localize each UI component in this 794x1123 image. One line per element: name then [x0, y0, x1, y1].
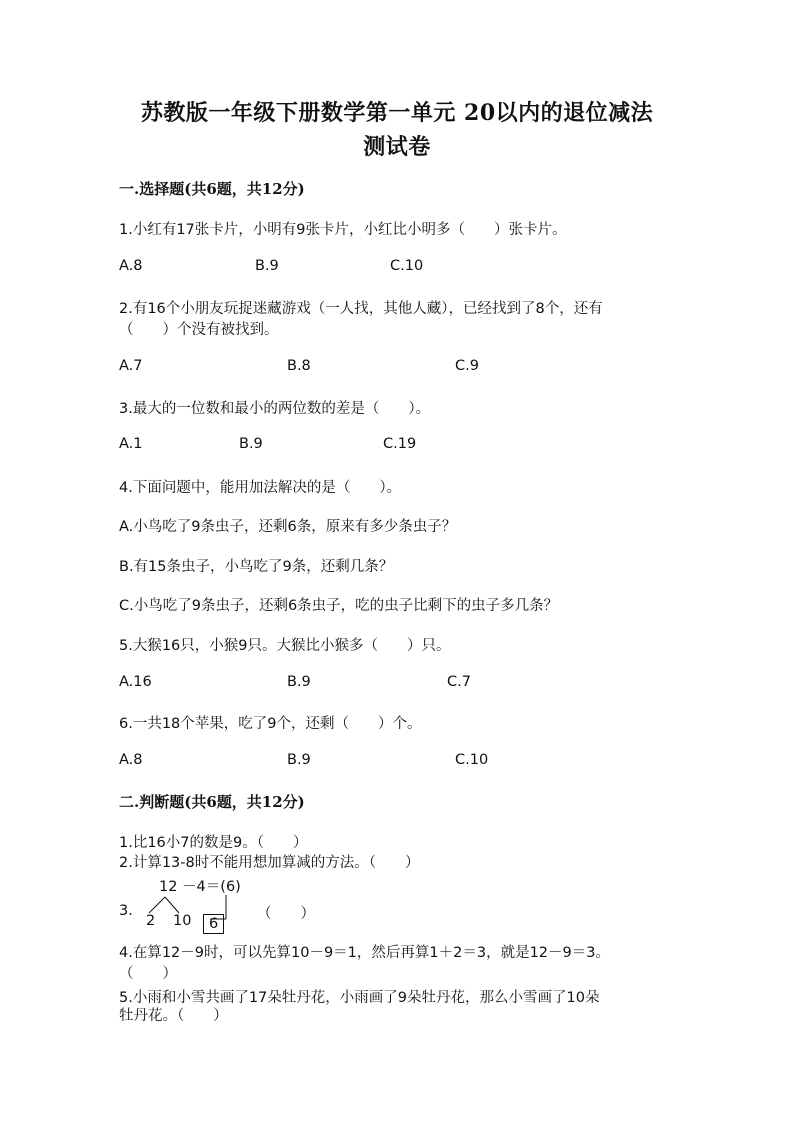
option-3a: A.1 — [119, 436, 143, 452]
option-4b: B.有15条虫子，小鸟吃了9条，还剩几条？ — [119, 559, 394, 575]
option-1a: A.8 — [119, 258, 143, 274]
option-1c: C.10 — [390, 258, 424, 274]
option-4c: C.小鸟吃了9条虫子，还剩6条虫子，吃的虫子比剩下的虫子多几条？ — [119, 598, 559, 614]
judge-question-3-number: 3. — [119, 903, 133, 919]
judge-question-5-line2: 牡丹花。（ ） — [119, 1008, 228, 1024]
option-5c: C.7 — [447, 674, 471, 690]
option-6a: A.8 — [119, 752, 143, 768]
option-2a: A.7 — [119, 358, 143, 374]
judge-question-2: 2.计算13-8时不能用想加算减的方法。（ ） — [119, 855, 420, 871]
split-right-value: 10 — [173, 913, 192, 929]
judge-question-3-blank: （ ） — [257, 906, 315, 922]
option-5b: B.9 — [287, 674, 311, 690]
page-subtitle: 测试卷 — [363, 134, 431, 160]
option-6c: C.10 — [455, 752, 489, 768]
option-4a: A.小鸟吃了9条虫子，还剩6条，原来有多少条虫子？ — [119, 519, 457, 535]
question-1: 1.小红有17张卡片，小明有9张卡片，小红比小明多（ ）张卡片。 — [119, 222, 567, 238]
judge-question-1: 1.比16小7的数是9。（ ） — [119, 835, 308, 851]
option-2b: B.8 — [287, 358, 311, 374]
judge-question-3-figure — [119, 873, 459, 938]
option-3c: C.19 — [383, 436, 417, 452]
option-1b: B.9 — [255, 258, 279, 274]
judge-question-4-line1: 4.在算12－9时，可以先算10－9＝1，然后再算1＋2＝3，就是12－9＝3。 — [119, 945, 610, 961]
option-3b: B.9 — [239, 436, 263, 452]
question-6: 6.一共18个苹果，吃了9个，还剩（ ）个。 — [119, 716, 422, 732]
page-title: 苏教版一年级下册数学第一单元 20以内的退位减法 — [140, 100, 654, 126]
question-5: 5.大猴16只，小猴9只。大猴比小猴多（ ）只。 — [119, 638, 451, 654]
section-heading-judge: 二.判断题(共6题，共12分) — [119, 793, 305, 811]
judge-question-3-equation: 12 －4＝(6) — [159, 879, 241, 895]
section-heading-choice: 一.选择题(共6题，共12分) — [119, 180, 305, 198]
question-2-line2: （ ）个没有被找到。 — [119, 322, 279, 338]
option-5a: A.16 — [119, 674, 152, 690]
question-3: 3.最大的一位数和最小的两位数的差是（ ）。 — [119, 401, 431, 417]
question-4: 4.下面问题中，能用加法解决的是（ ）。 — [119, 480, 402, 496]
option-2c: C.9 — [455, 358, 479, 374]
question-2-line1: 2.有16个小朋友玩捉迷藏游戏（一人找，其他人藏），已经找到了8个，还有 — [119, 301, 603, 317]
judge-question-4-line2: （ ） — [119, 966, 177, 982]
option-6b: B.9 — [287, 752, 311, 768]
boxed-answer: 6 — [203, 914, 224, 934]
split-lines — [144, 893, 244, 933]
judge-question-5-line1: 5.小雨和小雪共画了17朵牡丹花，小雨画了9朵牡丹花，那么小雪画了10朵 — [119, 990, 600, 1006]
split-left-value: 2 — [146, 913, 156, 929]
